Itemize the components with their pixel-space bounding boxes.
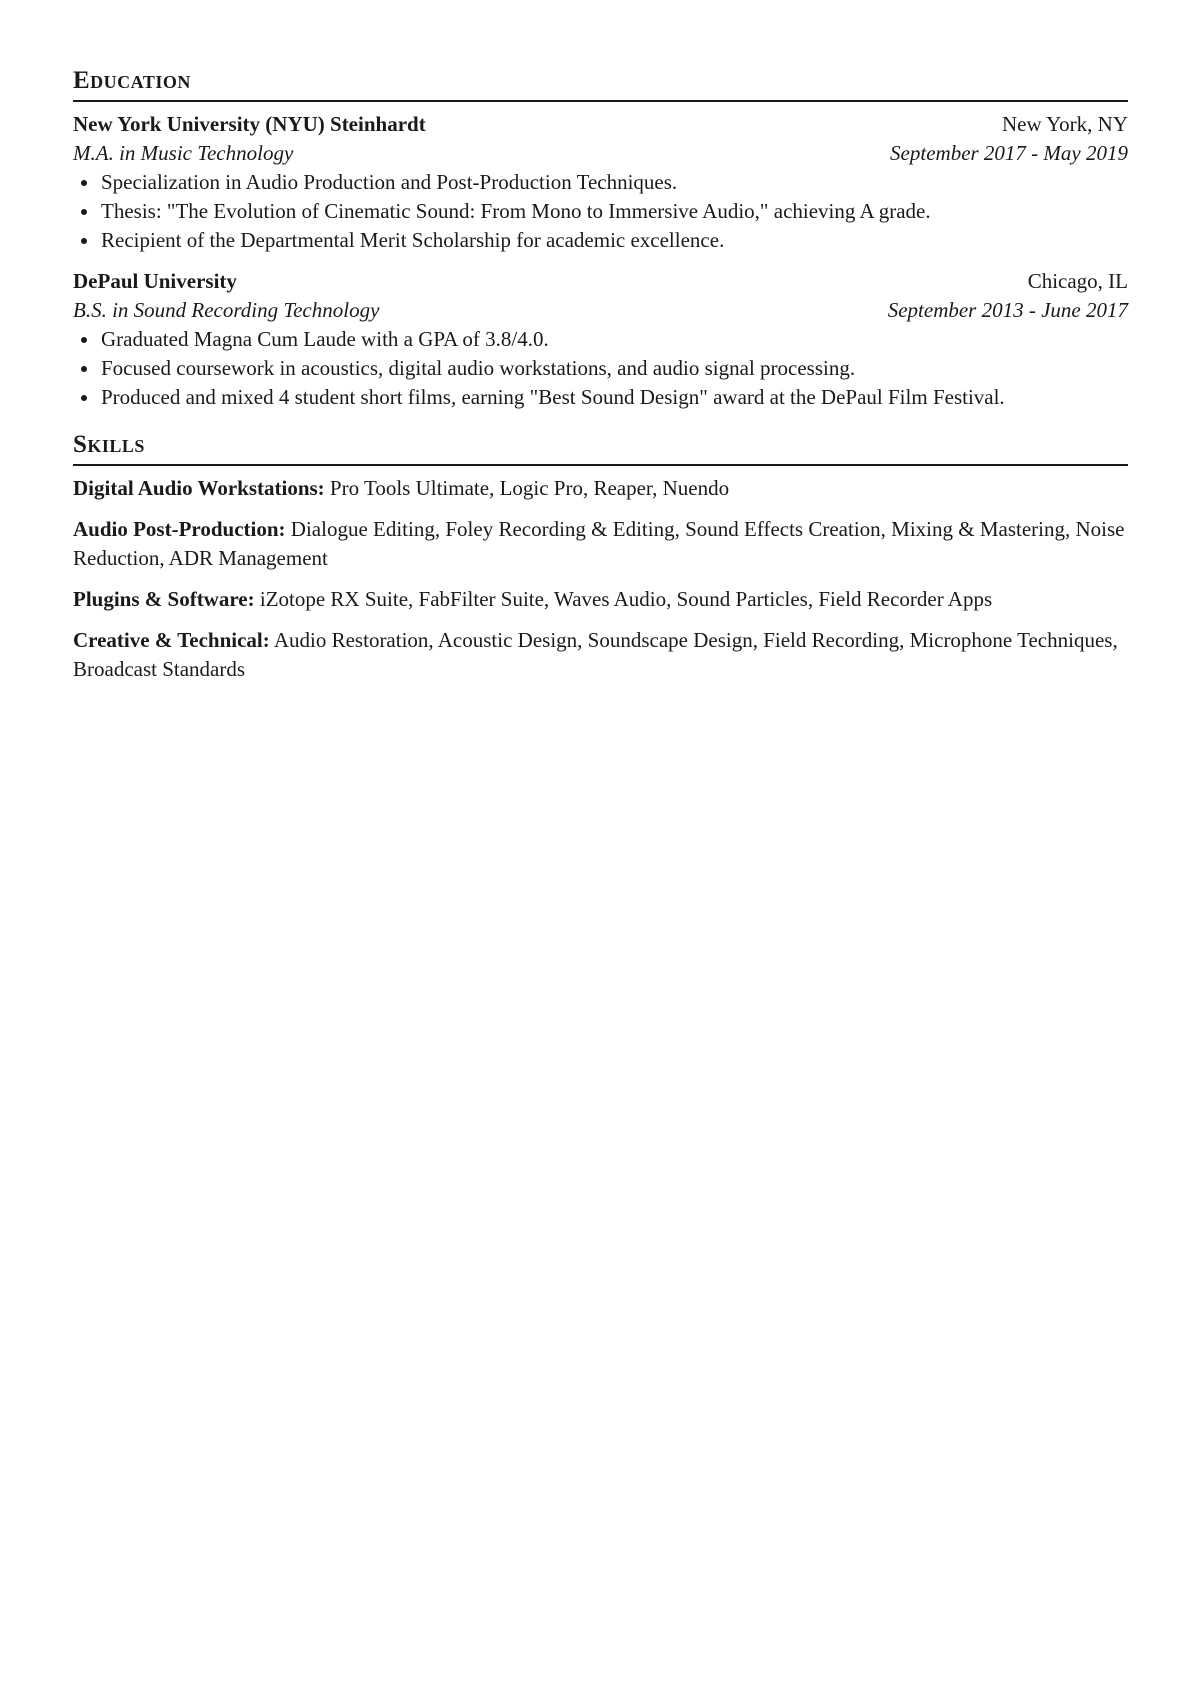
institution-name: DePaul University	[73, 269, 237, 293]
section-divider	[73, 464, 1128, 466]
education-entry-depaul	[73, 267, 1128, 412]
degree-title: B.S. in Sound Recording Technology	[73, 298, 380, 322]
skill-label: Plugins & Software:	[73, 587, 255, 611]
bullet-text: Produced and mixed 4 student short films, earning "Best Sound Design" award at the DePaul Film Festival.	[101, 385, 1005, 409]
skill-value: Pro Tools Ultimate, Logic Pro, Reaper, Nuendo	[329, 476, 730, 500]
bullet-icon	[81, 337, 87, 343]
bullet-text: Focused coursework in acoustics, digital audio workstations, and audio signal processing.	[101, 356, 856, 380]
entry-header-row	[73, 267, 1128, 296]
resume-page	[73, 66, 1128, 696]
institution-name: New York University (NYU) Steinhardt	[73, 112, 426, 136]
skills-heading: Skills	[73, 431, 145, 458]
skill-value: iZotope RX Suite, FabFilter Suite, Waves Audio, Sound Particles, Field Recorder Apps	[259, 587, 993, 611]
list-item	[73, 168, 1128, 197]
education-entry-nyu	[73, 110, 1128, 255]
skill-group-plugins	[73, 585, 1128, 614]
skill-value: Audio Restoration, Acoustic Design, Soundscape Design, Field Recording, Microphone Techniques, Broadcast Standards	[73, 628, 1118, 681]
skill-group-post-production	[73, 515, 1128, 573]
skills-section	[73, 430, 1128, 684]
skill-label: Digital Audio Workstations:	[73, 476, 325, 500]
skill-value: Dialogue Editing, Foley Recording & Editing, Sound Effects Creation, Mixing & Mastering, Noise Reduction, ADR Management	[73, 517, 1125, 570]
bullet-icon	[81, 366, 87, 372]
skill-label: Creative & Technical:	[73, 628, 270, 652]
bullet-text: Specialization in Audio Production and Post-Production Techniques.	[101, 170, 678, 194]
bullet-icon	[81, 395, 87, 401]
skill-group-creative	[73, 626, 1128, 684]
skill-label: Audio Post-Production:	[73, 517, 286, 541]
institution-location: Chicago, IL	[1027, 269, 1128, 293]
education-section	[73, 66, 1128, 412]
degree-dates: September 2013 - June 2017	[887, 298, 1128, 322]
institution-location: New York, NY	[1001, 112, 1128, 136]
education-heading: Education	[73, 67, 191, 94]
bullet-text: Graduated Magna Cum Laude with a GPA of 3.8/4.0.	[101, 327, 549, 351]
entry-subheader-row	[73, 296, 1128, 325]
entry-subheader-row	[73, 139, 1128, 168]
entry-header-row	[73, 110, 1128, 139]
list-item	[73, 383, 1128, 412]
education-bullets	[73, 168, 1128, 255]
list-item	[73, 354, 1128, 383]
bullet-icon	[81, 209, 87, 215]
bullet-text: Recipient of the Departmental Merit Scholarship for academic excellence.	[101, 228, 725, 252]
degree-dates: September 2017 - May 2019	[890, 141, 1128, 165]
bullet-text: Thesis: "The Evolution of Cinematic Sound: From Mono to Immersive Audio," achieving A grade.	[101, 199, 931, 223]
list-item	[73, 197, 1128, 226]
bullet-icon	[81, 238, 87, 244]
section-divider	[73, 100, 1128, 102]
list-item	[73, 325, 1128, 354]
degree-title: M.A. in Music Technology	[73, 141, 294, 165]
education-bullets	[73, 325, 1128, 412]
skill-group-daw	[73, 474, 1128, 503]
list-item	[73, 226, 1128, 255]
bullet-icon	[81, 180, 87, 186]
